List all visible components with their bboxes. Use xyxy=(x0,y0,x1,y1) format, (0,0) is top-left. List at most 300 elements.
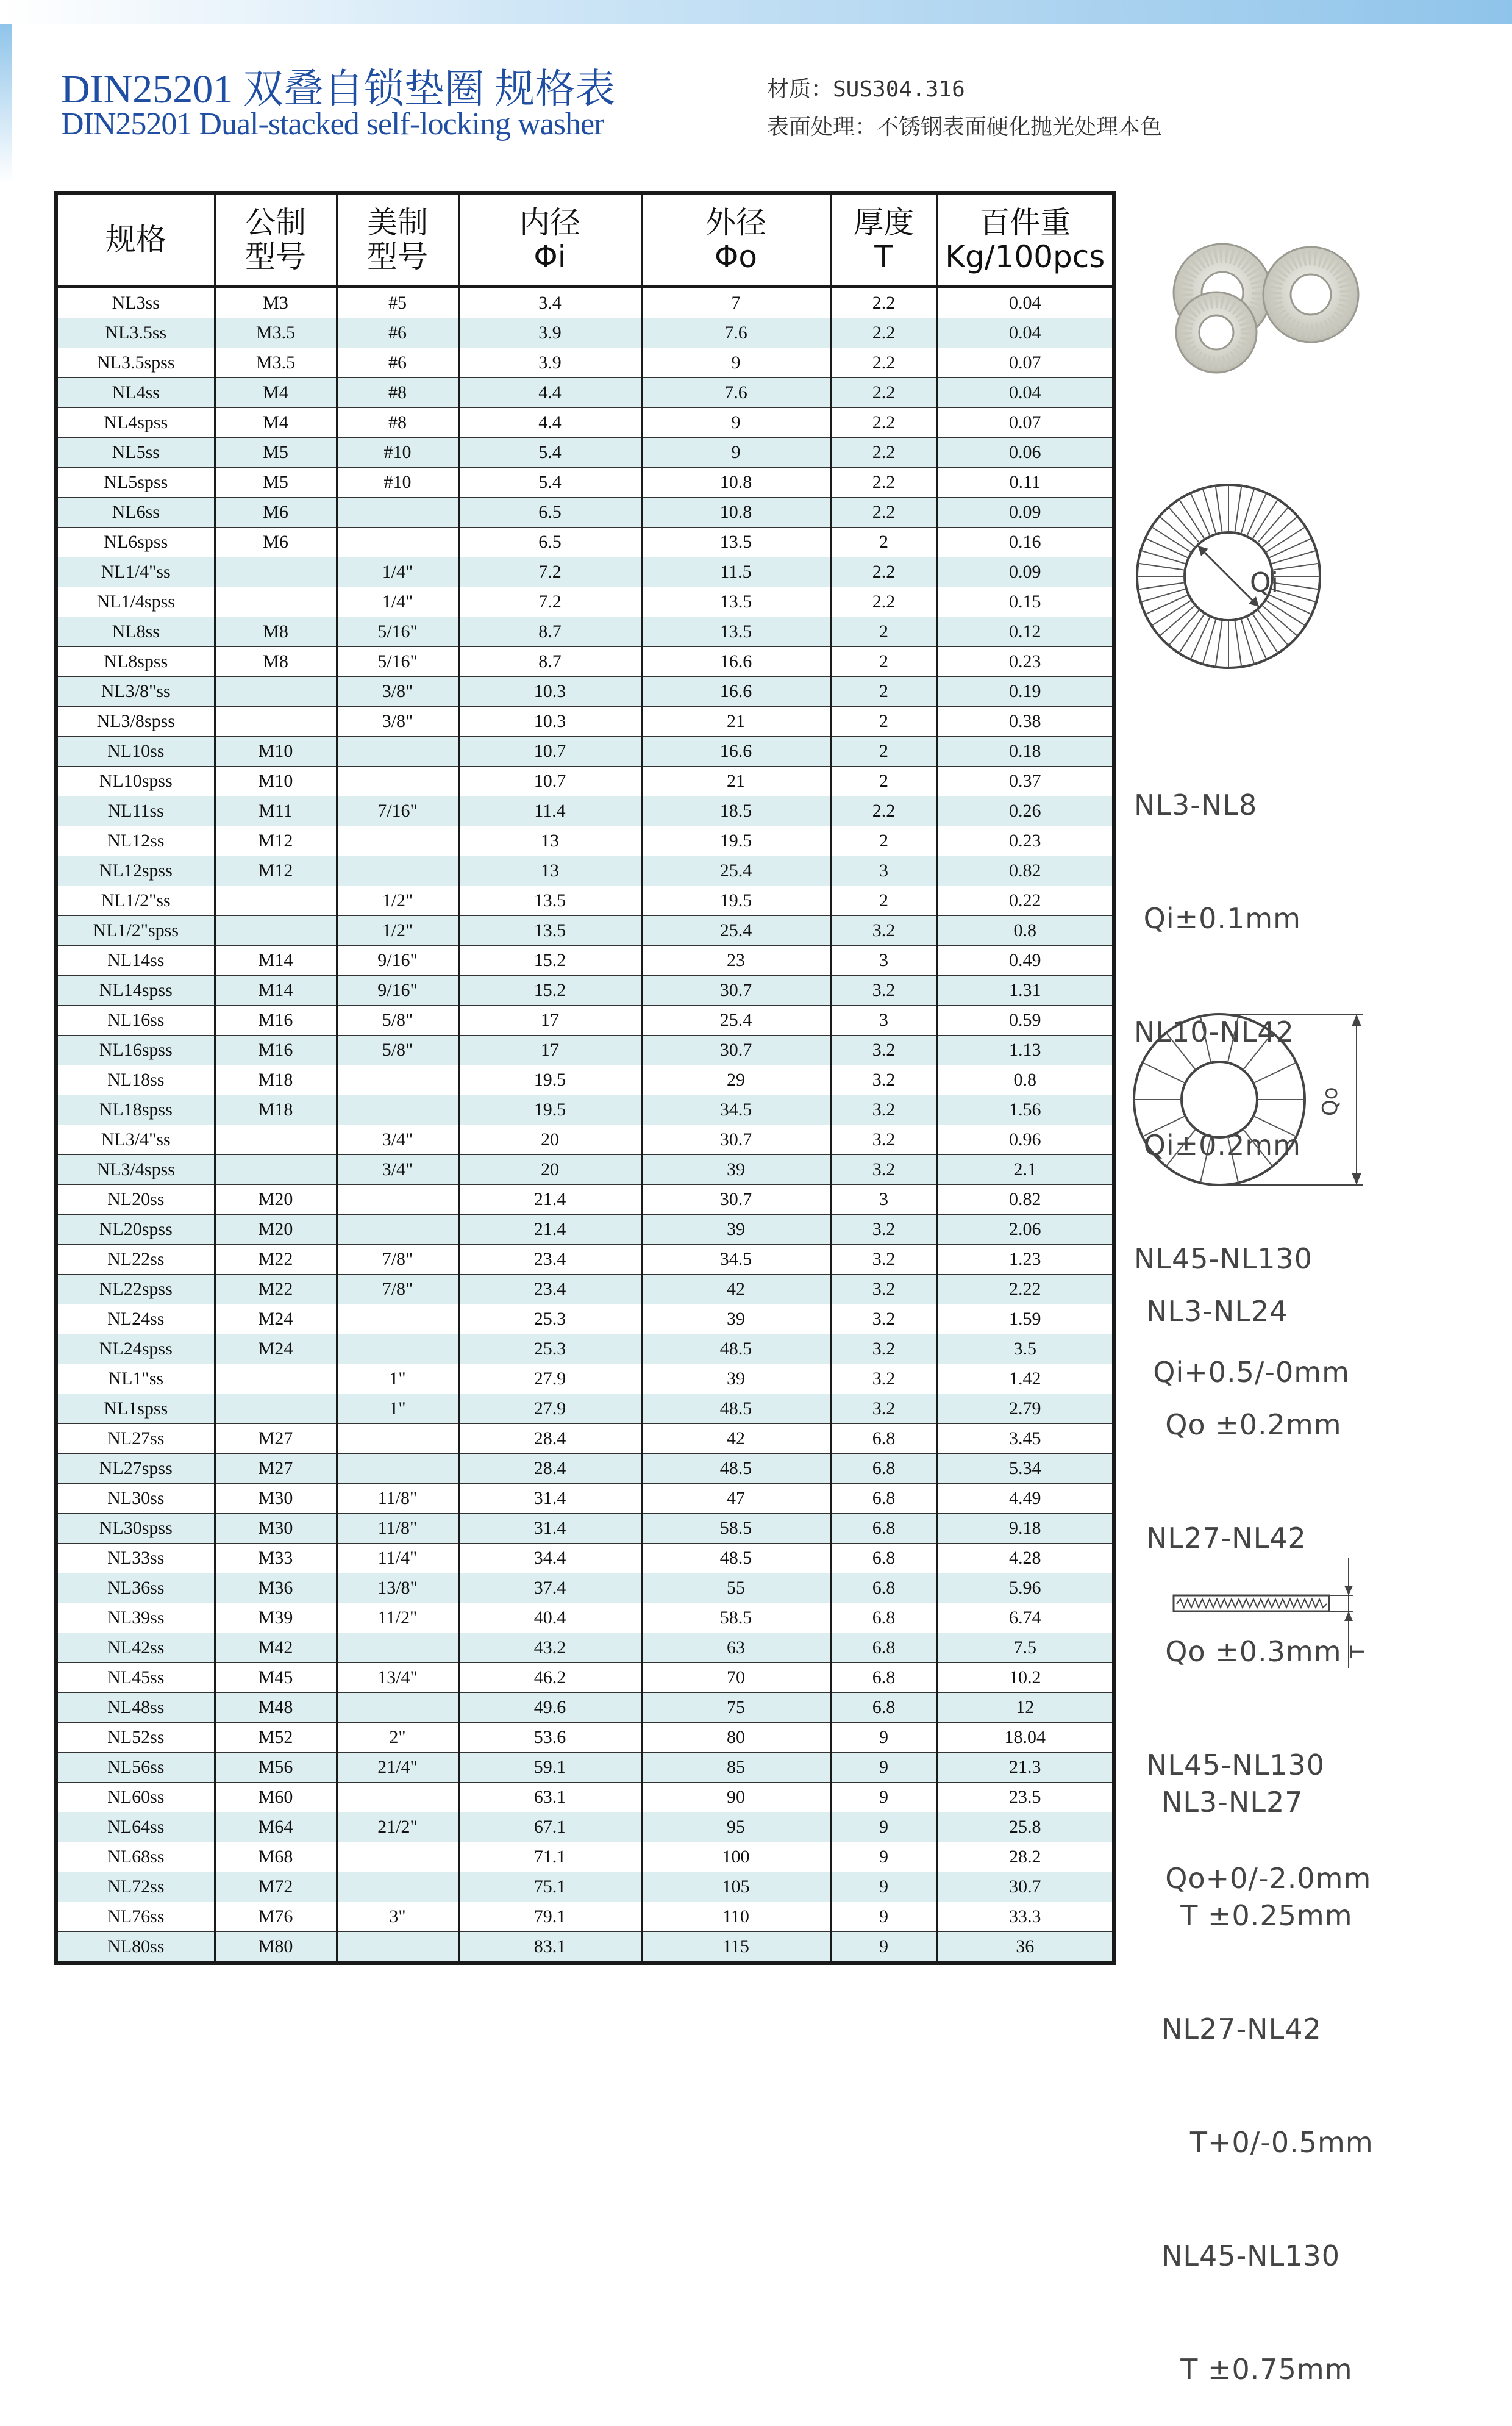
cell-thickness: 2 xyxy=(830,647,937,677)
cell-inner-diameter: 10.7 xyxy=(458,737,641,767)
outer-serration-line xyxy=(1200,1017,1211,1063)
cell-us-model: 3/8" xyxy=(337,677,458,707)
cell-metric-model: M4 xyxy=(215,378,337,408)
inner-serration-line xyxy=(1141,589,1186,602)
cell-spec: NL1/2"spss xyxy=(56,916,215,946)
cell-weight: 0.07 xyxy=(937,408,1114,438)
cell-outer-diameter: 100 xyxy=(641,1842,830,1872)
cell-metric-model xyxy=(215,1155,337,1185)
cell-metric-model: M42 xyxy=(215,1633,337,1663)
cell-spec: NL8ss xyxy=(56,617,215,647)
cell-metric-model: M14 xyxy=(215,946,337,976)
cell-weight: 0.07 xyxy=(937,348,1114,378)
cell-outer-diameter: 90 xyxy=(641,1783,830,1812)
cell-weight: 25.8 xyxy=(937,1812,1114,1842)
table-row xyxy=(56,1215,1114,1245)
cell-inner-diameter: 63.1 xyxy=(458,1783,641,1812)
cell-spec: NL1/2"ss xyxy=(56,886,215,916)
cell-outer-diameter: 34.5 xyxy=(641,1095,830,1125)
cell-us-model: #6 xyxy=(337,348,458,378)
cell-outer-diameter: 13.5 xyxy=(641,617,830,647)
cell-us-model: #6 xyxy=(337,318,458,348)
cell-thickness: 3.2 xyxy=(830,1215,937,1245)
cell-inner-diameter: 20 xyxy=(458,1155,641,1185)
outer-serration-line xyxy=(1166,1033,1196,1070)
cell-inner-diameter: 31.4 xyxy=(458,1514,641,1544)
table-row xyxy=(56,1872,1114,1902)
cell-metric-model: M12 xyxy=(215,826,337,856)
cell-metric-model: M18 xyxy=(215,1095,337,1125)
inner-serration-line xyxy=(1271,551,1316,564)
cell-outer-diameter: 9 xyxy=(641,408,830,438)
cell-metric-model xyxy=(215,886,337,916)
cell-spec: NL5spss xyxy=(56,468,215,498)
outer-note-line: Qo+0/-2.0mm xyxy=(1146,1862,1372,1895)
cell-inner-diameter: 3.9 xyxy=(458,318,641,348)
cell-us-model xyxy=(337,1872,458,1902)
cell-spec: NL27ss xyxy=(56,1424,215,1454)
cell-weight: 0.82 xyxy=(937,856,1114,886)
cell-inner-diameter: 3.4 xyxy=(458,287,641,318)
cell-outer-diameter: 48.5 xyxy=(641,1454,830,1484)
table-row xyxy=(56,707,1114,737)
cell-us-model: 1/4" xyxy=(337,587,458,617)
cell-metric-model: M5 xyxy=(215,438,337,468)
cell-inner-diameter: 40.4 xyxy=(458,1603,641,1633)
cell-us-model: 5/8" xyxy=(337,1006,458,1036)
cell-metric-model: M68 xyxy=(215,1842,337,1872)
cell-spec: NL27spss xyxy=(56,1454,215,1484)
inner-note-line: NL45-NL130 xyxy=(1134,1242,1313,1275)
cell-weight: 0.04 xyxy=(937,287,1114,318)
cell-inner-diameter: 23.4 xyxy=(458,1275,641,1304)
inner-serration-line xyxy=(1141,551,1186,564)
cell-metric-model xyxy=(215,557,337,587)
table-row xyxy=(56,438,1114,468)
cell-us-model: 11/2" xyxy=(337,1603,458,1633)
cell-us-model: 11/4" xyxy=(337,1544,458,1573)
cell-spec: NL16spss xyxy=(56,1036,215,1065)
table-row xyxy=(56,1036,1114,1065)
cell-weight: 2.1 xyxy=(937,1155,1114,1185)
thickness-note-line: NL27-NL42 xyxy=(1161,2013,1322,2045)
cell-us-model: #8 xyxy=(337,408,458,438)
cell-weight: 21.3 xyxy=(937,1753,1114,1783)
cell-weight: 1.59 xyxy=(937,1304,1114,1334)
outer-dim-label: Qo xyxy=(1318,1087,1343,1116)
cell-weight: 0.09 xyxy=(937,498,1114,528)
cell-thickness: 3.2 xyxy=(830,1304,937,1334)
cell-spec: NL22spss xyxy=(56,1275,215,1304)
cell-thickness: 6.8 xyxy=(830,1573,937,1603)
cell-thickness: 2.2 xyxy=(830,318,937,348)
cell-metric-model xyxy=(215,1125,337,1155)
cell-us-model: 11/8" xyxy=(337,1514,458,1544)
outer-note-line: Qo ±0.2mm xyxy=(1146,1408,1342,1441)
cell-us-model xyxy=(337,1454,458,1484)
cell-weight: 0.15 xyxy=(937,587,1114,617)
cell-thickness: 9 xyxy=(830,1842,937,1872)
outer-note-line: NL3-NL24 xyxy=(1146,1295,1288,1328)
cell-outer-diameter: 48.5 xyxy=(641,1544,830,1573)
cell-thickness: 2.2 xyxy=(830,438,937,468)
cell-outer-diameter: 39 xyxy=(641,1364,830,1394)
cell-us-model: #8 xyxy=(337,378,458,408)
cell-metric-model: M16 xyxy=(215,1006,337,1036)
cell-weight: 4.49 xyxy=(937,1484,1114,1514)
cell-inner-diameter: 8.7 xyxy=(458,647,641,677)
cell-outer-diameter: 30.7 xyxy=(641,1036,830,1065)
cell-metric-model: M12 xyxy=(215,856,337,886)
cell-spec: NL52ss xyxy=(56,1723,215,1753)
header-inner-diameter: 内径 Φi xyxy=(458,193,641,287)
inner-note-line: Qi+0.5/-0mm xyxy=(1134,1356,1350,1389)
cell-spec: NL16ss xyxy=(56,1006,215,1036)
cell-metric-model: M30 xyxy=(215,1484,337,1514)
cell-us-model: 1/2" xyxy=(337,886,458,916)
cell-inner-diameter: 6.5 xyxy=(458,498,641,528)
cell-spec: NL48ss xyxy=(56,1693,215,1723)
cell-spec: NL3/8"ss xyxy=(56,677,215,707)
washer-inner-diameter-drawing xyxy=(1134,482,1323,671)
cell-metric-model: M22 xyxy=(215,1275,337,1304)
cell-us-model: 5/16" xyxy=(337,617,458,647)
cell-outer-diameter: 19.5 xyxy=(641,886,830,916)
cell-spec: NL24ss xyxy=(56,1304,215,1334)
cell-spec: NL4spss xyxy=(56,408,215,438)
cell-outer-diameter: 11.5 xyxy=(641,557,830,587)
cell-outer-diameter: 63 xyxy=(641,1633,830,1663)
cell-thickness: 6.8 xyxy=(830,1663,937,1693)
cell-spec: NL18ss xyxy=(56,1065,215,1095)
table-row xyxy=(56,1663,1114,1693)
table-row xyxy=(56,1275,1114,1304)
surface-treatment-info: 表面处理：不锈钢表面硬化抛光处理本色 xyxy=(767,115,1163,140)
table-row xyxy=(56,287,1114,318)
cell-us-model: #5 xyxy=(337,287,458,318)
cell-us-model xyxy=(337,1693,458,1723)
thickness-note-line: NL45-NL130 xyxy=(1161,2239,1341,2272)
cell-inner-diameter: 75.1 xyxy=(458,1872,641,1902)
cell-us-model: #10 xyxy=(337,468,458,498)
cell-inner-diameter: 11.4 xyxy=(458,796,641,826)
cell-metric-model xyxy=(215,587,337,617)
cell-thickness: 2 xyxy=(830,826,937,856)
title-chinese: DIN25201 双叠自锁垫圈 规格表 xyxy=(61,67,616,112)
cell-metric-model: M24 xyxy=(215,1334,337,1364)
cell-outer-diameter: 48.5 xyxy=(641,1334,830,1364)
cell-us-model: 5/16" xyxy=(337,647,458,677)
cell-outer-diameter: 16.6 xyxy=(641,677,830,707)
cell-us-model: 1" xyxy=(337,1394,458,1424)
cell-spec: NL20spss xyxy=(56,1215,215,1245)
inner-note-line: Qi±0.1mm xyxy=(1134,902,1301,935)
cell-thickness: 3.2 xyxy=(830,1095,937,1125)
table-row xyxy=(56,1424,1114,1454)
cell-weight: 0.37 xyxy=(937,767,1114,796)
table-row xyxy=(56,378,1114,408)
outer-serration-line xyxy=(1243,1033,1273,1070)
cell-inner-diameter: 13 xyxy=(458,826,641,856)
cell-spec: NL39ss xyxy=(56,1603,215,1633)
cell-weight: 12 xyxy=(937,1693,1114,1723)
cell-spec: NL10ss xyxy=(56,737,215,767)
cell-outer-diameter: 21 xyxy=(641,707,830,737)
cell-spec: NL3/4spss xyxy=(56,1155,215,1185)
inner-serration-line xyxy=(1191,616,1210,659)
header-outer-diameter: 外径 Φo xyxy=(641,193,830,287)
table-row xyxy=(56,826,1114,856)
cell-spec: NL76ss xyxy=(56,1902,215,1932)
cell-outer-diameter: 58.5 xyxy=(641,1514,830,1544)
cell-inner-diameter: 34.4 xyxy=(458,1544,641,1573)
cell-outer-diameter: 7 xyxy=(641,287,830,318)
cell-spec: NL1"ss xyxy=(56,1364,215,1394)
cell-spec: NL30spss xyxy=(56,1514,215,1544)
inner-serration-line xyxy=(1247,616,1266,659)
cell-spec: NL11ss xyxy=(56,796,215,826)
cell-outer-diameter: 95 xyxy=(641,1812,830,1842)
cell-us-model xyxy=(337,1095,458,1125)
cell-weight: 1.56 xyxy=(937,1095,1114,1125)
cell-outer-diameter: 55 xyxy=(641,1573,830,1603)
cell-weight: 3.45 xyxy=(937,1424,1114,1454)
outer-serration-line xyxy=(1143,1062,1185,1083)
cell-weight: 28.2 xyxy=(937,1842,1114,1872)
thickness-note-line: T ±0.75mm xyxy=(1161,2353,1353,2386)
cell-metric-model: M10 xyxy=(215,767,337,796)
cell-weight: 0.09 xyxy=(937,557,1114,587)
table-row xyxy=(56,617,1114,647)
table-row xyxy=(56,1155,1114,1185)
outer-note-line: NL45-NL130 xyxy=(1146,1748,1325,1781)
inner-serration-line xyxy=(1216,486,1222,533)
cell-metric-model: M27 xyxy=(215,1454,337,1484)
cell-us-model: 3/8" xyxy=(337,707,458,737)
inner-dim-label: Qi xyxy=(1250,567,1278,598)
cell-weight: 4.28 xyxy=(937,1544,1114,1573)
cell-weight: 0.04 xyxy=(937,318,1114,348)
table-row xyxy=(56,348,1114,378)
table-row xyxy=(56,1723,1114,1753)
cell-spec: NL3.5ss xyxy=(56,318,215,348)
cell-inner-diameter: 46.2 xyxy=(458,1663,641,1693)
cell-spec: NL33ss xyxy=(56,1544,215,1573)
cell-us-model: 7/8" xyxy=(337,1275,458,1304)
cell-weight: 0.06 xyxy=(937,438,1114,468)
inner-serration-line xyxy=(1272,582,1319,589)
cell-inner-diameter: 10.3 xyxy=(458,707,641,737)
header-thickness: 厚度 T xyxy=(830,193,937,287)
cell-us-model xyxy=(337,1334,458,1364)
cell-us-model xyxy=(337,1842,458,1872)
table-row xyxy=(56,1484,1114,1514)
cell-thickness: 3 xyxy=(830,1006,937,1036)
cell-metric-model xyxy=(215,1394,337,1424)
cell-weight: 18.04 xyxy=(937,1723,1114,1753)
cell-metric-model: M4 xyxy=(215,408,337,438)
cell-outer-diameter: 39 xyxy=(641,1304,830,1334)
cell-us-model: 11/8" xyxy=(337,1484,458,1514)
thickness-note-line: T+0/-0.5mm xyxy=(1161,2126,1374,2159)
cell-us-model: 13/8" xyxy=(337,1573,458,1603)
outer-note-line: NL27-NL42 xyxy=(1146,1522,1307,1555)
inner-serration-line xyxy=(1272,564,1319,570)
cell-us-model: 7/16" xyxy=(337,796,458,826)
cell-weight: 33.3 xyxy=(937,1902,1114,1932)
cell-thickness: 2 xyxy=(830,528,937,557)
cell-inner-diameter: 20 xyxy=(458,1125,641,1155)
cell-thickness: 3.2 xyxy=(830,1245,937,1275)
cell-thickness: 6.8 xyxy=(830,1633,937,1663)
cell-thickness: 2.2 xyxy=(830,287,937,318)
cell-spec: NL24spss xyxy=(56,1334,215,1364)
table-row xyxy=(56,1812,1114,1842)
cell-thickness: 9 xyxy=(830,1753,937,1783)
cell-inner-diameter: 27.9 xyxy=(458,1364,641,1394)
inner-serration-line xyxy=(1138,582,1185,589)
table-row xyxy=(56,1902,1114,1932)
cell-spec: NL3/8spss xyxy=(56,707,215,737)
cell-metric-model: M56 xyxy=(215,1753,337,1783)
inner-serration-line xyxy=(1146,595,1189,614)
inner-serration-line xyxy=(1191,493,1210,537)
cell-weight: 0.12 xyxy=(937,617,1114,647)
cell-thickness: 2.2 xyxy=(830,468,937,498)
cell-outer-diameter: 10.8 xyxy=(641,468,830,498)
cell-outer-diameter: 25.4 xyxy=(641,916,830,946)
cell-weight: 6.74 xyxy=(937,1603,1114,1633)
cell-weight: 9.18 xyxy=(937,1514,1114,1544)
cell-thickness: 6.8 xyxy=(830,1424,937,1454)
table-row xyxy=(56,1065,1114,1095)
outer-serration-line xyxy=(1200,1136,1211,1183)
cell-thickness: 2 xyxy=(830,737,937,767)
cell-thickness: 3 xyxy=(830,1185,937,1215)
cell-inner-diameter: 49.6 xyxy=(458,1693,641,1723)
table-row xyxy=(56,1364,1114,1394)
cell-inner-diameter: 59.1 xyxy=(458,1753,641,1783)
cell-metric-model: M6 xyxy=(215,528,337,557)
cell-spec: NL6ss xyxy=(56,498,215,528)
cell-us-model: 1/4" xyxy=(337,557,458,587)
cell-inner-diameter: 79.1 xyxy=(458,1902,641,1932)
cell-metric-model: M48 xyxy=(215,1693,337,1723)
cell-inner-diameter: 17 xyxy=(458,1036,641,1065)
table-row xyxy=(56,1932,1114,1964)
table-row xyxy=(56,528,1114,557)
cell-spec: NL12ss xyxy=(56,826,215,856)
cell-inner-diameter: 31.4 xyxy=(458,1484,641,1514)
table-row xyxy=(56,1125,1114,1155)
inner-note-line: NL10-NL42 xyxy=(1134,1015,1294,1048)
cell-thickness: 6.8 xyxy=(830,1544,937,1573)
cell-outer-diameter: 13.5 xyxy=(641,528,830,557)
cell-weight: 0.59 xyxy=(937,1006,1114,1036)
cell-metric-model: M10 xyxy=(215,737,337,767)
table-row xyxy=(56,1514,1114,1544)
cell-inner-diameter: 15.2 xyxy=(458,946,641,976)
cell-spec: NL22ss xyxy=(56,1245,215,1275)
thickness-note-line: NL3-NL27 xyxy=(1161,1786,1303,1819)
cell-inner-diameter: 67.1 xyxy=(458,1812,641,1842)
table-row xyxy=(56,468,1114,498)
cell-thickness: 2 xyxy=(830,707,937,737)
top-decor-bar xyxy=(0,0,1512,24)
cell-spec: NL4ss xyxy=(56,378,215,408)
cell-outer-diameter: 7.6 xyxy=(641,318,830,348)
cell-thickness: 3.2 xyxy=(830,1364,937,1394)
cell-thickness: 3 xyxy=(830,856,937,886)
cell-weight: 7.5 xyxy=(937,1633,1114,1663)
cell-metric-model xyxy=(215,707,337,737)
cell-weight: 1.23 xyxy=(937,1245,1114,1275)
cell-thickness: 3.2 xyxy=(830,1065,937,1095)
cell-outer-diameter: 16.6 xyxy=(641,737,830,767)
inner-serration-line xyxy=(1216,620,1222,667)
thickness-note-line: T ±0.25mm xyxy=(1161,1899,1353,1932)
cell-inner-diameter: 10.3 xyxy=(458,677,641,707)
cell-weight: 1.42 xyxy=(937,1364,1114,1394)
cell-inner-diameter: 8.7 xyxy=(458,617,641,647)
cell-weight: 36 xyxy=(937,1932,1114,1964)
cell-weight: 0.26 xyxy=(937,796,1114,826)
table-row xyxy=(56,1753,1114,1783)
cell-thickness: 2 xyxy=(830,767,937,796)
cell-outer-diameter: 39 xyxy=(641,1215,830,1245)
cell-inner-diameter: 21.4 xyxy=(458,1215,641,1245)
cell-thickness: 9 xyxy=(830,1872,937,1902)
outer-serration-line xyxy=(1253,1116,1296,1137)
cell-spec: NL10spss xyxy=(56,767,215,796)
cell-spec: NL42ss xyxy=(56,1633,215,1663)
cell-metric-model xyxy=(215,1364,337,1394)
cell-spec: NL60ss xyxy=(56,1783,215,1812)
cell-us-model xyxy=(337,528,458,557)
cell-metric-model: M8 xyxy=(215,617,337,647)
cell-thickness: 9 xyxy=(830,1932,937,1964)
cell-weight: 10.2 xyxy=(937,1663,1114,1693)
thickness-dim-label: T xyxy=(1346,1645,1369,1658)
cell-inner-diameter: 3.9 xyxy=(458,348,641,378)
cell-weight: 0.96 xyxy=(937,1125,1114,1155)
cell-metric-model: M45 xyxy=(215,1663,337,1693)
cell-outer-diameter: 110 xyxy=(641,1902,830,1932)
cell-outer-diameter: 25.4 xyxy=(641,1006,830,1036)
cell-inner-diameter: 13.5 xyxy=(458,916,641,946)
cell-thickness: 6.8 xyxy=(830,1484,937,1514)
cell-us-model xyxy=(337,1215,458,1245)
table-row xyxy=(56,1185,1114,1215)
table-row xyxy=(56,1095,1114,1125)
cell-inner-diameter: 28.4 xyxy=(458,1424,641,1454)
cell-thickness: 9 xyxy=(830,1783,937,1812)
cell-metric-model: M64 xyxy=(215,1812,337,1842)
outer-serration-line xyxy=(1228,1017,1238,1063)
cell-outer-diameter: 75 xyxy=(641,1693,830,1723)
cell-us-model xyxy=(337,856,458,886)
cell-inner-diameter: 25.3 xyxy=(458,1304,641,1334)
cell-inner-diameter: 15.2 xyxy=(458,976,641,1006)
cell-thickness: 3.2 xyxy=(830,1125,937,1155)
cell-outer-diameter: 18.5 xyxy=(641,796,830,826)
cell-weight: 2.06 xyxy=(937,1215,1114,1245)
cell-metric-model: M8 xyxy=(215,647,337,677)
cell-weight: 0.49 xyxy=(937,946,1114,976)
cell-metric-model: M27 xyxy=(215,1424,337,1454)
table-row xyxy=(56,1334,1114,1364)
cell-thickness: 2.2 xyxy=(830,378,937,408)
